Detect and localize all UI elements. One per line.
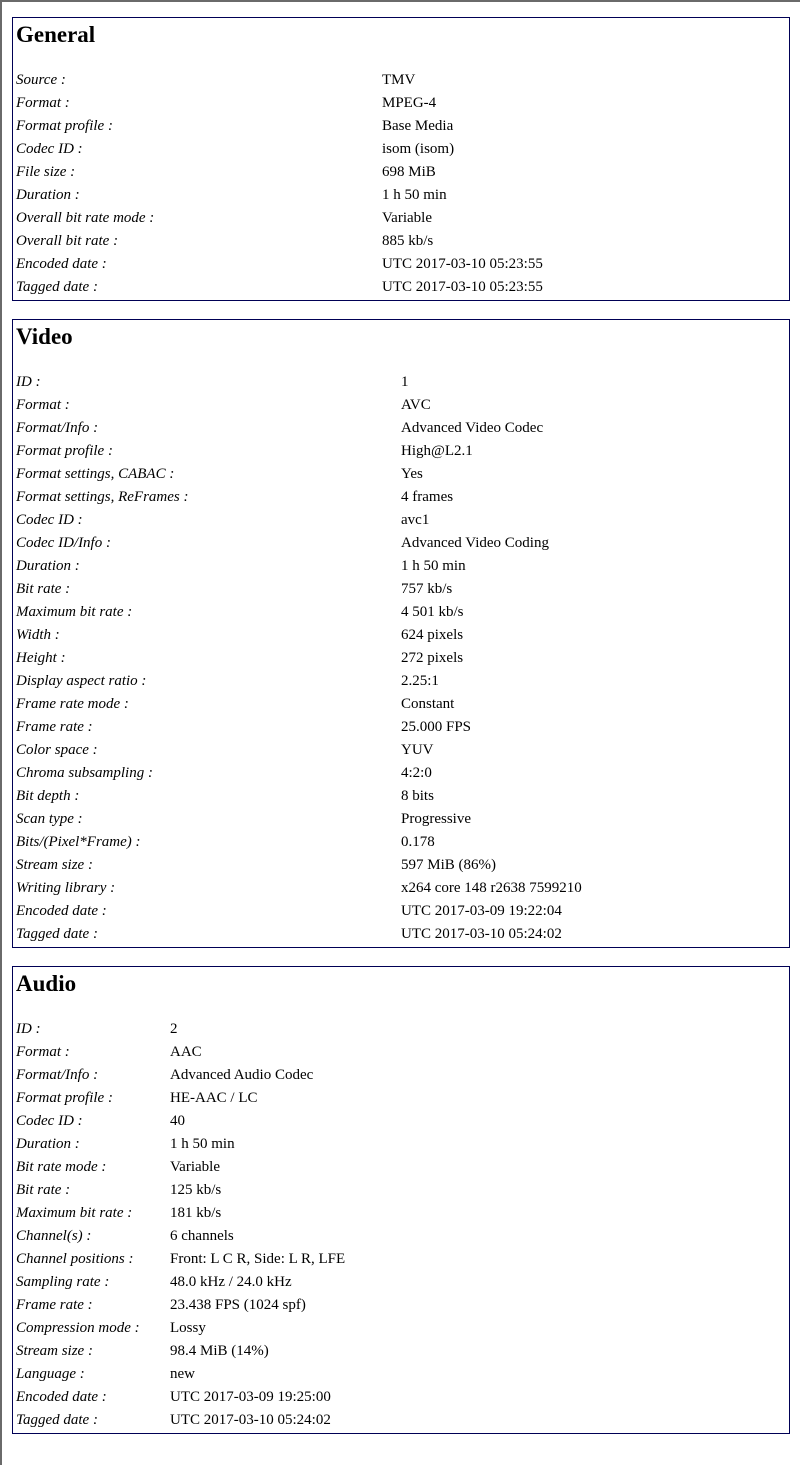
field-label: Writing library :: [16, 880, 116, 896]
general-section: [12, 17, 790, 301]
field-label: ID :: [16, 374, 41, 390]
field-value: UTC 2017-03-09 19:22:04: [401, 903, 562, 919]
field-value: 2.25:1: [401, 673, 439, 689]
field-value: 8 bits: [401, 788, 434, 804]
field-label: Encoded date :: [16, 1389, 107, 1405]
field-label: Format profile :: [16, 443, 113, 459]
field-label: Width :: [16, 627, 60, 643]
field-label: Format :: [16, 397, 70, 413]
field-label: Bits/(Pixel*Frame) :: [16, 834, 141, 850]
table-row: [16, 716, 582, 739]
table-row: [16, 555, 582, 578]
table-row: [16, 624, 582, 647]
field-value: new: [170, 1366, 195, 1382]
field-value: 1 h 50 min: [401, 558, 466, 574]
table-row: [16, 1179, 345, 1202]
field-label: Duration :: [16, 558, 80, 574]
table-row: [16, 578, 582, 601]
field-value: 181 kb/s: [170, 1205, 222, 1221]
field-value: 98.4 MiB (14%): [170, 1343, 269, 1359]
field-value: YUV: [401, 742, 434, 758]
field-label: Chroma subsampling :: [16, 765, 153, 781]
table-row: [16, 877, 582, 900]
table-row: [16, 762, 582, 785]
field-label: Format settings, ReFrames :: [16, 489, 189, 505]
field-label: Stream size :: [16, 1343, 93, 1359]
field-value: 1 h 50 min: [170, 1136, 235, 1152]
field-value: Base Media: [382, 118, 454, 134]
field-label: Encoded date :: [16, 903, 107, 919]
field-value: Variable: [382, 210, 432, 226]
table-row: [16, 486, 582, 509]
section-title: Audio: [16, 971, 77, 996]
table-row: [16, 184, 543, 207]
table-row: [16, 854, 582, 877]
field-label: Frame rate mode :: [16, 696, 129, 712]
table-row: [16, 417, 582, 440]
field-value: Constant: [401, 696, 455, 712]
table-row: [16, 1041, 345, 1064]
table-row: [16, 1225, 345, 1248]
table-row: [16, 1064, 345, 1087]
table-row: [16, 900, 582, 923]
table-row: [16, 1248, 345, 1271]
field-value: UTC 2017-03-10 05:24:02: [170, 1412, 331, 1428]
table-row: [16, 1018, 345, 1041]
field-label: Codec ID :: [16, 1113, 83, 1129]
field-label: Bit rate :: [16, 1182, 71, 1198]
field-value: 272 pixels: [401, 650, 464, 666]
field-value: 624 pixels: [401, 627, 464, 643]
field-value: TMV: [382, 72, 416, 88]
field-label: Tagged date :: [16, 926, 98, 942]
field-label: Tagged date :: [16, 1412, 98, 1428]
field-label: Maximum bit rate :: [16, 604, 133, 620]
field-value: avc1: [401, 512, 430, 528]
field-value: Yes: [401, 466, 423, 482]
section-title: Video: [16, 324, 73, 349]
field-value: Advanced Audio Codec: [170, 1067, 314, 1083]
field-value: AVC: [401, 397, 431, 413]
field-value: 1: [401, 374, 409, 390]
table-row: [16, 230, 543, 253]
table-row: [16, 138, 543, 161]
field-value: 23.438 FPS (1024 spf): [170, 1297, 306, 1313]
audio-section: [12, 966, 790, 1434]
field-value: 4 501 kb/s: [401, 604, 464, 620]
field-value: Advanced Video Coding: [401, 535, 549, 551]
table-row: [16, 1363, 345, 1386]
table-row: [16, 276, 543, 299]
field-label: Channel(s) :: [16, 1228, 92, 1244]
info-table: [16, 1018, 345, 1432]
field-value: 0.178: [401, 834, 435, 850]
table-row: [16, 394, 582, 417]
table-row: [16, 1340, 345, 1363]
table-row: [16, 253, 543, 276]
field-value: 25.000 FPS: [401, 719, 472, 735]
info-table: [16, 371, 582, 946]
table-row: [16, 371, 582, 394]
table-row: [16, 785, 582, 808]
field-value: 4:2:0: [401, 765, 432, 781]
field-value: isom (isom): [382, 141, 455, 157]
table-row: [16, 1294, 345, 1317]
field-value: 125 kb/s: [170, 1182, 222, 1198]
field-value: AAC: [170, 1044, 202, 1060]
table-row: [16, 463, 582, 486]
field-label: Stream size :: [16, 857, 93, 873]
field-value: 2: [170, 1021, 178, 1037]
table-row: [16, 69, 543, 92]
table-row: [16, 601, 582, 624]
field-label: Bit rate mode :: [16, 1159, 107, 1175]
field-label: Format :: [16, 1044, 70, 1060]
field-label: ID :: [16, 1021, 41, 1037]
field-value: MPEG-4: [382, 95, 437, 111]
table-row: [16, 1087, 345, 1110]
table-row: [16, 92, 543, 115]
table-row: [16, 207, 543, 230]
table-row: [16, 161, 543, 184]
field-value: 597 MiB (86%): [401, 857, 496, 873]
field-label: Channel positions :: [16, 1251, 134, 1267]
field-label: Duration :: [16, 1136, 80, 1152]
field-label: Height :: [16, 650, 66, 666]
field-value: UTC 2017-03-10 05:23:55: [382, 279, 543, 295]
field-value: 48.0 kHz / 24.0 kHz: [170, 1274, 292, 1290]
field-label: Overall bit rate mode :: [16, 210, 155, 226]
table-row: [16, 808, 582, 831]
field-value: 885 kb/s: [382, 233, 434, 249]
field-label: Frame rate :: [16, 719, 93, 735]
field-label: Format settings, CABAC :: [16, 466, 175, 482]
table-row: [16, 1386, 345, 1409]
field-label: Compression mode :: [16, 1320, 140, 1336]
field-label: Format profile :: [16, 118, 113, 134]
field-label: Source :: [16, 72, 66, 88]
field-value: Variable: [170, 1159, 220, 1175]
field-label: Duration :: [16, 187, 80, 203]
field-label: Format :: [16, 95, 70, 111]
field-value: Lossy: [170, 1320, 206, 1336]
field-value: 6 channels: [170, 1228, 234, 1244]
field-value: 4 frames: [401, 489, 454, 505]
field-label: Bit depth :: [16, 788, 80, 804]
field-label: Scan type :: [16, 811, 83, 827]
field-value: 1 h 50 min: [382, 187, 447, 203]
field-label: Color space :: [16, 742, 98, 758]
table-row: [16, 1202, 345, 1225]
table-row: [16, 923, 582, 946]
field-label: Sampling rate :: [16, 1274, 110, 1290]
field-value: High@L2.1: [401, 443, 473, 459]
field-label: Frame rate :: [16, 1297, 93, 1313]
field-label: Encoded date :: [16, 256, 107, 272]
table-row: [16, 831, 582, 854]
field-label: Maximum bit rate :: [16, 1205, 133, 1221]
field-label: Codec ID :: [16, 141, 83, 157]
field-label: Bit rate :: [16, 581, 71, 597]
table-row: [16, 739, 582, 762]
field-value: x264 core 148 r2638 7599210: [401, 880, 582, 896]
field-label: Format/Info :: [16, 420, 99, 436]
field-label: Format profile :: [16, 1090, 113, 1106]
table-row: [16, 693, 582, 716]
table-row: [16, 115, 543, 138]
table-row: [16, 532, 582, 555]
field-label: Language :: [16, 1366, 85, 1382]
table-row: [16, 509, 582, 532]
field-value: Progressive: [401, 811, 471, 827]
field-label: Codec ID :: [16, 512, 83, 528]
field-value: UTC 2017-03-09 19:25:00: [170, 1389, 331, 1405]
table-row: [16, 670, 582, 693]
video-section: [12, 319, 790, 948]
field-value: HE-AAC / LC: [170, 1090, 258, 1106]
field-label: Overall bit rate :: [16, 233, 119, 249]
field-value: Front: L C R, Side: L R, LFE: [170, 1251, 346, 1267]
table-row: [16, 647, 582, 670]
field-value: Advanced Video Codec: [401, 420, 544, 436]
field-value: 40: [170, 1113, 185, 1129]
table-row: [16, 1409, 345, 1432]
table-row: [16, 1271, 345, 1294]
field-label: Codec ID/Info :: [16, 535, 111, 551]
table-row: [16, 1133, 345, 1156]
table-row: [16, 1317, 345, 1340]
section-title: General: [16, 22, 96, 47]
info-table: [16, 69, 543, 299]
field-label: Tagged date :: [16, 279, 98, 295]
field-value: UTC 2017-03-10 05:23:55: [382, 256, 543, 272]
table-row: [16, 1110, 345, 1133]
field-value: UTC 2017-03-10 05:24:02: [401, 926, 562, 942]
field-label: Display aspect ratio :: [16, 673, 147, 689]
table-row: [16, 1156, 345, 1179]
field-label: Format/Info :: [16, 1067, 99, 1083]
field-value: 757 kb/s: [401, 581, 453, 597]
table-row: [16, 440, 582, 463]
field-value: 698 MiB: [382, 164, 436, 180]
field-label: File size :: [16, 164, 76, 180]
